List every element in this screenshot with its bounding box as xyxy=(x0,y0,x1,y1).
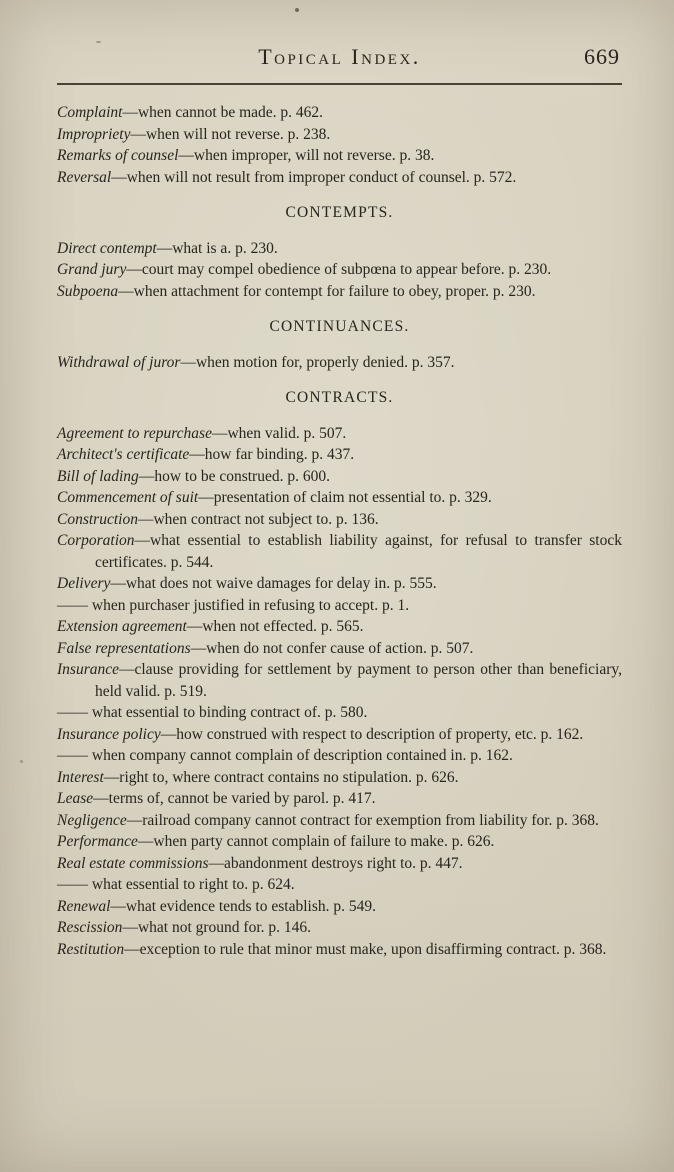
index-entry: Withdrawal of juror—when motion for, properly denied. p. 357. xyxy=(57,353,455,371)
index-section xyxy=(57,202,622,302)
scan-speck xyxy=(96,41,101,43)
index-entry: Restitution—exception to rule that minor must make, upon disaffirming contract. p. 368. xyxy=(57,940,607,958)
index-entry: Extension agreement—when not effected. p. 565. xyxy=(57,618,364,635)
index-entry: Insurance policy—how construed with respect to description of property, etc. p. 162. xyxy=(57,725,584,743)
entry-term: Performance xyxy=(57,833,138,850)
entry-term: Real estate commissions xyxy=(57,854,209,872)
index-entry: False representations—when do not confer cause of action. p. 507. xyxy=(57,639,474,657)
divider-rule xyxy=(57,83,622,85)
entry-term: Restitution xyxy=(57,940,125,958)
entry-term: Renewal xyxy=(57,897,111,915)
entry-term: Withdrawal of juror xyxy=(57,353,181,371)
entry-term: Agreement to repurchase xyxy=(57,424,212,442)
section-heading: CONTRACTS. xyxy=(285,389,394,406)
index-entry: —— what essential to right to. p. 624. xyxy=(57,876,295,893)
section-heading: CONTEMPTS. xyxy=(285,204,394,221)
index-section xyxy=(57,102,622,188)
index-entry: Remarks of counsel—when improper, will not reverse. p. 38. xyxy=(57,147,435,164)
page-number: 669 xyxy=(584,44,620,69)
entry-term: Architect's certificate xyxy=(57,446,190,463)
entry-term: Lease xyxy=(57,790,94,807)
index-entry: Architect's certificate—how far binding. p. 437. xyxy=(57,446,355,463)
index-section xyxy=(57,387,622,960)
index-entry: —— when purchaser justified in refusing to accept. p. 1. xyxy=(57,596,410,614)
entry-term: Negligence xyxy=(57,811,127,829)
entry-term: Extension agreement xyxy=(57,618,187,635)
index-entry: Grand jury—court may compel obedience of subpœna to appear before. p. 230. xyxy=(57,261,552,278)
index-entry: Interest—right to, where contract contains no stipulation. p. 626. xyxy=(57,768,459,786)
entry-term: False representations xyxy=(57,639,191,657)
entry-term: Commencement of suit xyxy=(57,489,199,506)
entry-term: Construction xyxy=(57,510,138,528)
entry-term: Reversal xyxy=(57,168,112,186)
index-entry: —— when company cannot complain of description contained in. p. 162. xyxy=(57,747,513,764)
index-entry: Reversal—when will not result from improper conduct of counsel. p. 572. xyxy=(57,168,517,186)
index-entry: Lease—terms of, cannot be varied by parol. p. 417. xyxy=(57,790,376,807)
index-entry: Real estate commissions—abandonment destroys right to. p. 447. xyxy=(57,854,463,872)
entry-term: Corporation xyxy=(57,532,135,549)
index-entry: Commencement of suit—presentation of claim not essential to. p. 329. xyxy=(57,489,492,506)
section-heading: CONTINUANCES. xyxy=(269,318,410,335)
entry-term: Insurance policy xyxy=(57,725,161,743)
index-entry: Delivery—what does not waive damages for delay in. p. 555. xyxy=(57,575,437,592)
section-entries xyxy=(57,102,622,188)
entry-term: Rescission xyxy=(57,919,123,936)
index-entry: Rescission—what not ground for. p. 146. xyxy=(57,919,312,936)
index-entry: Negligence—railroad company cannot contract for exemption from liability for. p. 368. xyxy=(57,811,599,829)
section-entries xyxy=(57,352,622,374)
index-entry: Renewal—what evidence tends to establish. p. 549. xyxy=(57,897,376,915)
entry-term: Delivery xyxy=(57,575,111,592)
scan-speck xyxy=(20,760,23,763)
index-entry: Impropriety—when will not reverse. p. 238. xyxy=(57,125,331,143)
index-entry: Insurance—clause providing for settlement by payment to person other than beneficiary, held valid. p. 519. xyxy=(57,661,622,700)
entry-term: Bill of lading xyxy=(57,467,139,485)
index-entry: Performance—when party cannot complain of failure to make. p. 626. xyxy=(57,833,495,850)
section-entries xyxy=(57,238,622,303)
index-entry: Construction—when contract not subject to. p. 136. xyxy=(57,510,379,528)
entry-term: Impropriety xyxy=(57,125,131,143)
entry-term: Remarks of counsel xyxy=(57,147,179,164)
scan-speck xyxy=(295,8,299,12)
index-entry: Agreement to repurchase—when valid. p. 507. xyxy=(57,424,347,442)
entry-term: Grand jury xyxy=(57,261,127,278)
entry-term: Direct contempt xyxy=(57,239,157,257)
entry-term: Complaint xyxy=(57,104,123,121)
page-header xyxy=(57,44,622,74)
running-title: Topical Index. xyxy=(258,44,421,69)
entry-term: Subpoena xyxy=(57,282,119,300)
index-entry: Bill of lading—how to be construed. p. 600. xyxy=(57,467,330,485)
section-entries xyxy=(57,423,622,961)
index-entry: Corporation—what essential to establish liability against, for refusal to transfer stock certificates. p. 544. xyxy=(57,532,622,571)
index-body xyxy=(57,102,622,960)
index-entry: Subpoena—when attachment for contempt for failure to obey, proper. p. 230. xyxy=(57,282,536,300)
entry-term: Interest xyxy=(57,768,104,786)
index-entry: —— what essential to binding contract of. p. 580. xyxy=(57,704,368,721)
index-entry: Direct contempt—what is a. p. 230. xyxy=(57,239,278,257)
entry-term: Insurance xyxy=(57,661,119,678)
index-entry: Complaint—when cannot be made. p. 462. xyxy=(57,104,324,121)
index-section xyxy=(57,316,622,373)
